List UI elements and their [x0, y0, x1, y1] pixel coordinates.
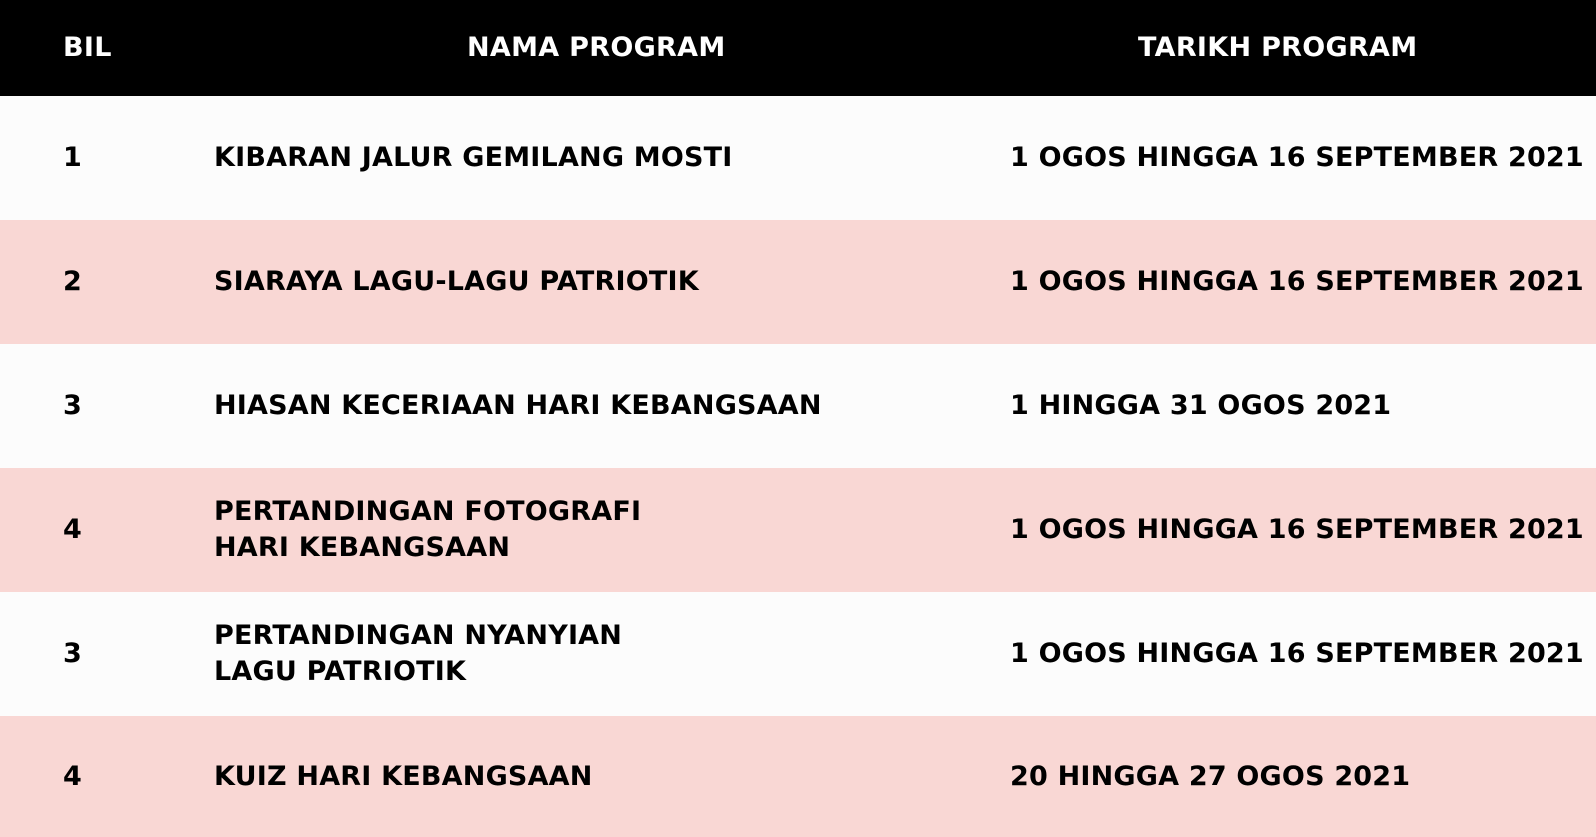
program-name-line1: KUIZ HARI KEBANGSAAN: [214, 760, 593, 792]
bil-text: 4: [63, 760, 82, 792]
header-nama-program: NAMA PROGRAM: [467, 32, 726, 63]
table-row: [0, 592, 1596, 716]
cell-bil: [63, 344, 82, 468]
program-date: 20 HINGGA 27 OGOS 2021: [1010, 760, 1411, 792]
program-date: 1 OGOS HINGGA 16 SEPTEMBER 2021: [1010, 638, 1584, 669]
program-name-line1: HIASAN KECERIAAN HARI KEBANGSAAN: [214, 390, 822, 421]
bil-text: 2: [63, 266, 82, 297]
cell-bil: [63, 592, 82, 716]
table-row: [0, 220, 1596, 344]
program-name-line2: LAGU PATRIOTIK: [214, 656, 467, 687]
cell-tarikh-program: [1010, 468, 1584, 592]
cell-nama-program: [214, 220, 699, 344]
cell-nama-program: [214, 96, 733, 220]
cell-bil: [63, 716, 82, 837]
table-row: [0, 344, 1596, 468]
program-date: 1 OGOS HINGGA 16 SEPTEMBER 2021: [1010, 266, 1584, 297]
cell-nama-program: [214, 716, 593, 837]
table-row: [0, 468, 1596, 592]
program-name-line1: PERTANDINGAN NYANYIAN: [214, 620, 623, 651]
cell-tarikh-program: [1010, 96, 1584, 220]
cell-nama-program: [214, 344, 822, 468]
program-name-line1: SIARAYA LAGU-LAGU PATRIOTIK: [214, 266, 699, 297]
bil-text: 3: [63, 638, 82, 669]
program-name-line1: KIBARAN JALUR GEMILANG MOSTI: [214, 142, 733, 173]
cell-bil: [63, 96, 82, 220]
program-date: 1 OGOS HINGGA 16 SEPTEMBER 2021: [1010, 142, 1584, 173]
table-row: [0, 96, 1596, 220]
cell-tarikh-program: [1010, 344, 1391, 468]
program-name-line2: HARI KEBANGSAAN: [214, 532, 511, 563]
header-bil: BIL: [63, 32, 112, 63]
cell-bil: [63, 220, 82, 344]
cell-tarikh-program: [1010, 592, 1584, 716]
cell-tarikh-program: [1010, 220, 1584, 344]
program-date: 1 OGOS HINGGA 16 SEPTEMBER 2021: [1010, 514, 1584, 545]
cell-nama-program: [214, 468, 641, 592]
cell-nama-program: [214, 592, 622, 716]
cell-tarikh-program: [1010, 716, 1410, 837]
header-tarikh-program: TARIKH PROGRAM: [1138, 32, 1418, 63]
program-name-line1: PERTANDINGAN FOTOGRAFI: [214, 496, 642, 527]
cell-bil: [63, 468, 82, 592]
bil-text: 1: [63, 142, 82, 173]
program-date: 1 HINGGA 31 OGOS 2021: [1010, 390, 1392, 421]
table-row: [0, 716, 1596, 837]
table-header: [0, 0, 1596, 96]
bil-text: 3: [63, 390, 82, 421]
bil-text: 4: [63, 514, 82, 545]
